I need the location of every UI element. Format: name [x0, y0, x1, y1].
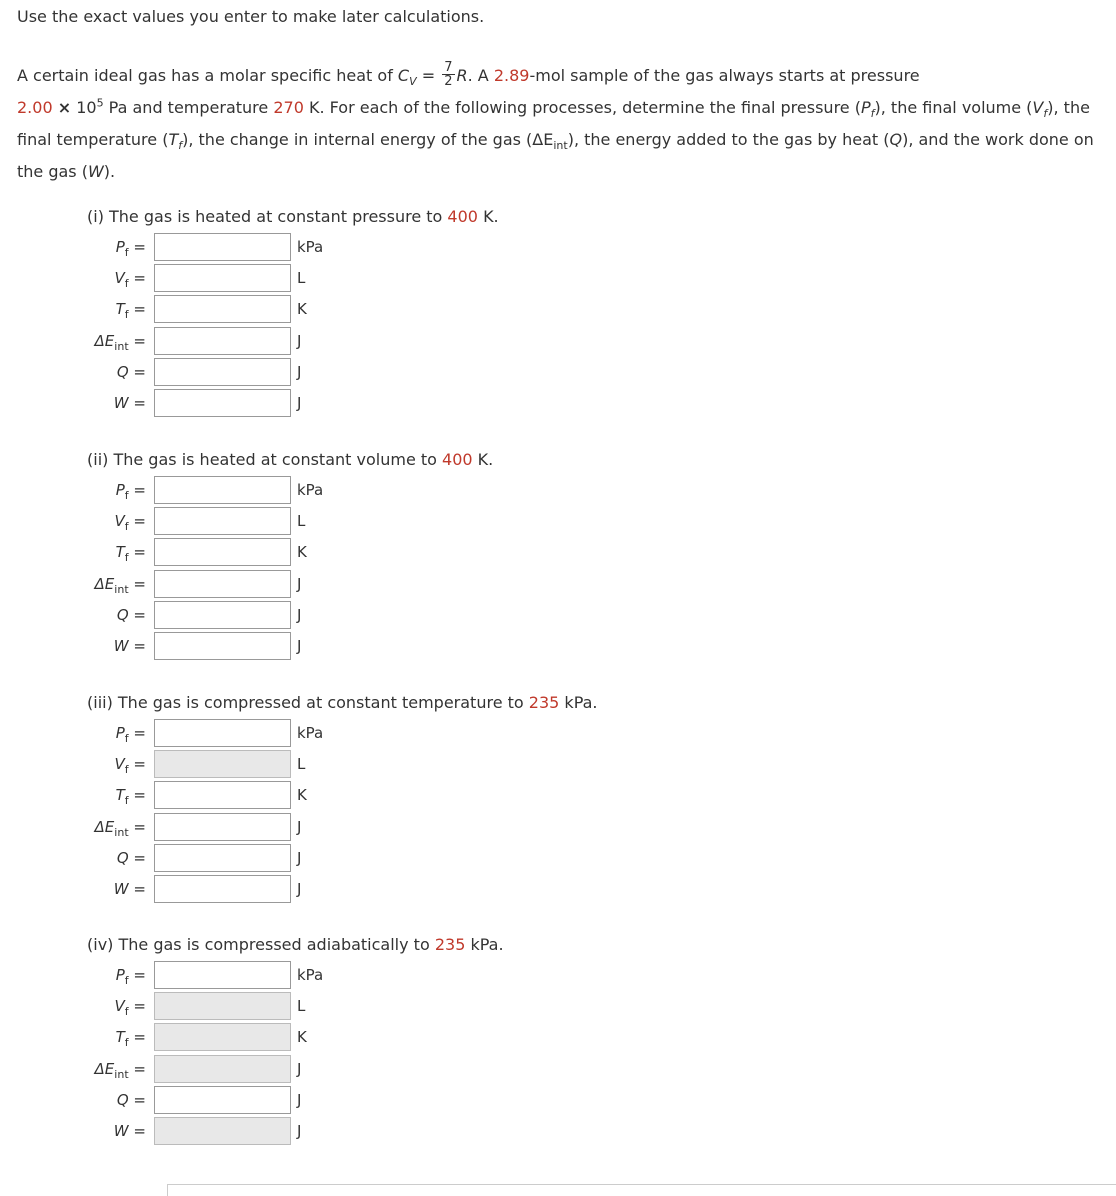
part-1-target: 400 [447, 207, 478, 226]
label-de: $\Delta E_{int}$ = [94, 1060, 146, 1081]
part-1-row-pf [0, 233, 400, 261]
part-2-row-de [0, 570, 400, 598]
part-4-row-vf [0, 992, 400, 1020]
part-3-tf-input[interactable] [154, 781, 291, 809]
part-1-w-input[interactable] [154, 389, 291, 417]
part-1-q-input[interactable] [154, 358, 291, 386]
part-2-w-input[interactable] [154, 632, 291, 660]
unit-vf: L [297, 512, 306, 530]
unit-q: J [297, 363, 302, 381]
unit-pf: kPa [297, 724, 324, 742]
part-1-row-w [0, 389, 400, 417]
part-4-row-w [0, 1117, 400, 1145]
part-3-row-q [0, 844, 400, 872]
bottom-divider [167, 1184, 1116, 1185]
label-pf: $P_f$ = [115, 724, 146, 745]
label-q: Q = [116, 606, 146, 624]
part-1-row-vf [0, 264, 400, 292]
unit-de: J [297, 575, 302, 593]
part-2-heading: (ii) The gas is heated at constant volume to 400 K. [87, 450, 494, 469]
part-1-row-tf [0, 295, 400, 323]
part-3-row-tf [0, 781, 400, 809]
label-de: $\Delta E_{int}$ = [94, 332, 146, 353]
cv-symbol: $C_V$ [397, 66, 417, 89]
unit-pf: kPa [297, 481, 324, 499]
part-4-pf-input[interactable] [154, 961, 291, 989]
unit-tf: K [297, 543, 307, 561]
part-3-row-de [0, 813, 400, 841]
label-de: $\Delta E_{int}$ = [94, 818, 146, 839]
part-2-pf-input[interactable] [154, 476, 291, 504]
unit-q: J [297, 606, 302, 624]
part-2-row-tf [0, 538, 400, 566]
problem-statement: A certain ideal gas has a molar specific heat of $C_V$ = $\frac{7}{2}$ R. A 2.89-mol sample of the gas always starts at pressure $2.00 \times 10^5$ Pa and temperature 270 K. For each of the following processes, determine the final pressure $(P_f)$, the final volume $(V_f)$, the final temperature $(T_f)$, the change in internal energy of the gas $(\Delta E_{int})$, the energy added to the gas by heat (Q), and the work done on the gas (W). [17, 60, 1094, 181]
part-1-tf-input[interactable] [154, 295, 291, 323]
part-4-row-pf [0, 961, 400, 989]
part-3-q-input[interactable] [154, 844, 291, 872]
label-tf: $T_f$ = [115, 1028, 146, 1049]
part-3-row-vf [0, 750, 400, 778]
label-q: Q = [116, 363, 146, 381]
unit-vf: L [297, 997, 306, 1015]
part-1-vf-input[interactable] [154, 264, 291, 292]
label-pf: $P_f$ = [115, 238, 146, 259]
part-1-heading: (i) The gas is heated at constant pressure to 400 K. [87, 207, 499, 226]
label-w: W = [113, 880, 146, 898]
part-4-row-tf [0, 1023, 400, 1051]
part-4-de-input [154, 1055, 291, 1083]
label-pf: $P_f$ = [115, 966, 146, 987]
part-1-de-input[interactable] [154, 327, 291, 355]
unit-de: J [297, 1060, 302, 1078]
unit-tf: K [297, 786, 307, 804]
part-3-target: 235 [528, 693, 560, 712]
part-2-row-vf [0, 507, 400, 535]
unit-w: J [297, 394, 302, 412]
fraction: $\frac{7}{2}$ [444, 60, 453, 89]
part-2-tf-input[interactable] [154, 538, 291, 566]
label-vf: $V_f$ = [114, 755, 146, 776]
label-w: W = [113, 394, 146, 412]
part-2-row-q [0, 601, 400, 629]
part-2-target: 400 [442, 450, 473, 469]
unit-de: J [297, 818, 302, 836]
part-4-vf-input [154, 992, 291, 1020]
label-vf: $V_f$ = [114, 269, 146, 290]
unit-w: J [297, 1122, 302, 1140]
initial-temperature: 270 [273, 98, 304, 117]
label-vf: $V_f$ = [114, 512, 146, 533]
unit-tf: K [297, 300, 307, 318]
instruction-note: Use the exact values you enter to make later calculations. [17, 7, 485, 26]
part-4-row-q [0, 1086, 400, 1114]
label-q: Q = [116, 849, 146, 867]
part-2-row-w [0, 632, 400, 660]
label-w: W = [113, 1122, 146, 1140]
label-tf: $T_f$ = [115, 543, 146, 564]
label-pf: $P_f$ = [115, 481, 146, 502]
unit-pf: kPa [297, 238, 324, 256]
part-4-q-input[interactable] [154, 1086, 291, 1114]
part-1-row-q [0, 358, 400, 386]
label-q: Q = [116, 1091, 146, 1109]
unit-q: J [297, 849, 302, 867]
part-2-row-pf [0, 476, 400, 504]
label-vf: $V_f$ = [114, 997, 146, 1018]
initial-pressure: 2.00 [17, 98, 53, 117]
unit-vf: L [297, 269, 306, 287]
part-3-pf-input[interactable] [154, 719, 291, 747]
moles-value: 2.89 [493, 66, 530, 85]
part-2-de-input[interactable] [154, 570, 291, 598]
unit-q: J [297, 1091, 302, 1109]
part-4-tf-input [154, 1023, 291, 1051]
part-3-heading: (iii) The gas is compressed at constant temperature to 235 kPa. [87, 693, 598, 712]
part-3-row-w [0, 875, 400, 903]
bottom-divider-edge [167, 1184, 168, 1196]
unit-vf: L [297, 755, 306, 773]
part-4-row-de [0, 1055, 400, 1083]
unit-w: J [297, 880, 302, 898]
part-3-w-input[interactable] [154, 875, 291, 903]
label-tf: $T_f$ = [115, 300, 146, 321]
part-1-pf-input[interactable] [154, 233, 291, 261]
part-2-q-input[interactable] [154, 601, 291, 629]
part-4-w-input [154, 1117, 291, 1145]
unit-de: J [297, 332, 302, 350]
unit-pf: kPa [297, 966, 324, 984]
part-3-de-input[interactable] [154, 813, 291, 841]
part-1-row-de [0, 327, 400, 355]
part-2-vf-input[interactable] [154, 507, 291, 535]
unit-w: J [297, 637, 302, 655]
part-3-vf-input [154, 750, 291, 778]
label-w: W = [113, 637, 146, 655]
label-de: $\Delta E_{int}$ = [94, 575, 146, 596]
unit-tf: K [297, 1028, 307, 1046]
label-tf: $T_f$ = [115, 786, 146, 807]
part-4-target: 235 [434, 935, 466, 954]
part-4-heading: (iv) The gas is compressed adiabatically to 235 kPa. [87, 935, 504, 954]
part-3-row-pf [0, 719, 400, 747]
